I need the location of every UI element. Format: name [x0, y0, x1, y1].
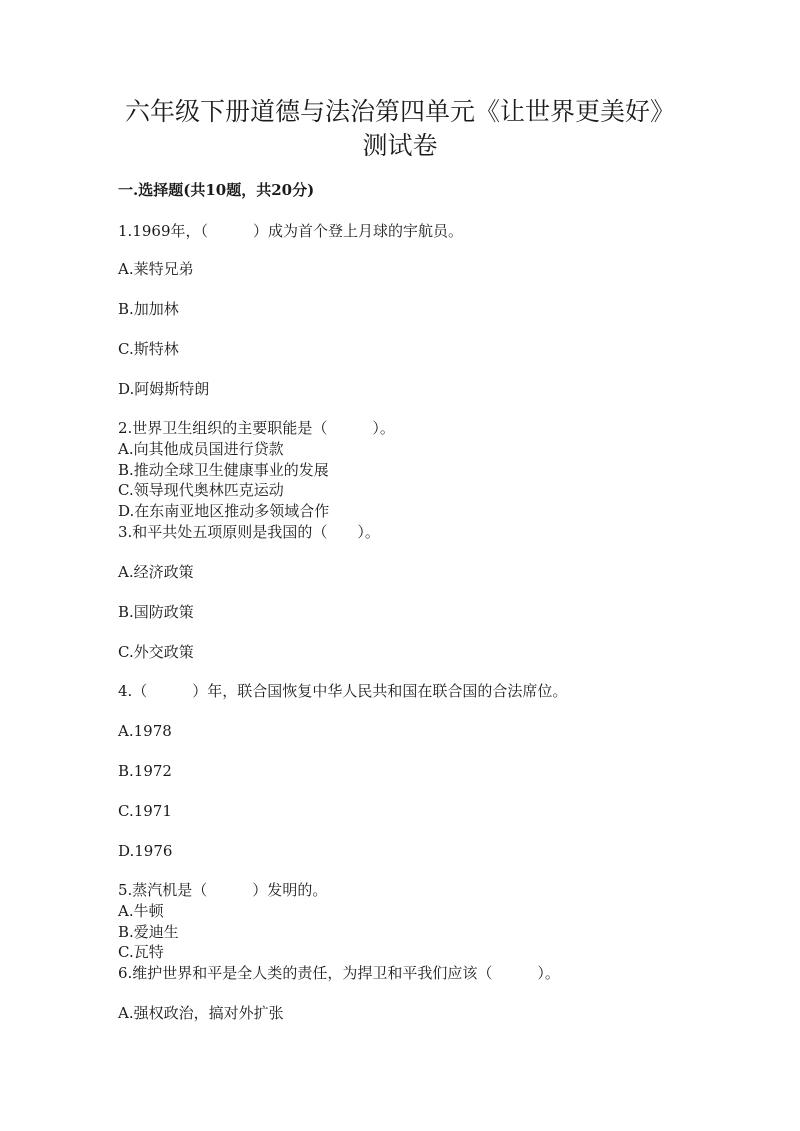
- question-6-stem: 6.维护世界和平是全人类的责任，为捍卫和平我们应该（ ）。: [118, 964, 560, 982]
- question-3-stem: 3.和平共处五项原则是我国的（ ）。: [118, 523, 380, 541]
- question-3-option-a: A.经济政策: [118, 563, 194, 581]
- question-4-stem: 4.（ ）年，联合国恢复中华人民共和国在联合国的合法席位。: [118, 682, 568, 700]
- question-1-option-b: B.加加林: [118, 300, 179, 318]
- paper-title-line-1: 六年级下册道德与法治第四单元《让世界更美好》: [124, 97, 675, 126]
- question-2-option-b: B.推动全球卫生健康事业的发展: [118, 461, 329, 479]
- question-2-option-d: D.在东南亚地区推动多领域合作: [118, 502, 330, 520]
- paper-title-line-2: 测试卷: [362, 131, 438, 160]
- question-4-option-b: B.1972: [118, 762, 172, 780]
- question-3-option-c: C.外交政策: [118, 643, 194, 661]
- question-5-stem: 5.蒸汽机是（ ）发明的。: [118, 881, 328, 899]
- section-heading: 一.选择题(共10题，共20分): [118, 181, 315, 199]
- question-1-option-c: C.斯特林: [118, 340, 179, 358]
- question-1-stem: 1.1969年，（ ）成为首个登上月球的宇航员。: [118, 222, 463, 240]
- question-4-option-d: D.1976: [118, 842, 173, 860]
- question-1-option-a: A.莱特兄弟: [118, 260, 194, 278]
- question-6-option-a: A.强权政治，搞对外扩张: [118, 1004, 284, 1022]
- question-2-option-a: A.向其他成员国进行贷款: [118, 440, 284, 458]
- question-3-option-b: B.国防政策: [118, 603, 194, 621]
- question-4-option-c: C.1971: [118, 802, 172, 820]
- question-2-option-c: C.领导现代奥林匹克运动: [118, 481, 284, 499]
- question-1-option-d: D.阿姆斯特朗: [118, 380, 210, 398]
- question-5-option-b: B.爱迪生: [118, 923, 179, 941]
- question-2-stem: 2.世界卫生组织的主要职能是（ ）。: [118, 419, 395, 437]
- question-5-option-a: A.牛顿: [118, 902, 164, 920]
- question-4-option-a: A.1978: [118, 722, 172, 740]
- question-5-option-c: C.瓦特: [118, 943, 164, 961]
